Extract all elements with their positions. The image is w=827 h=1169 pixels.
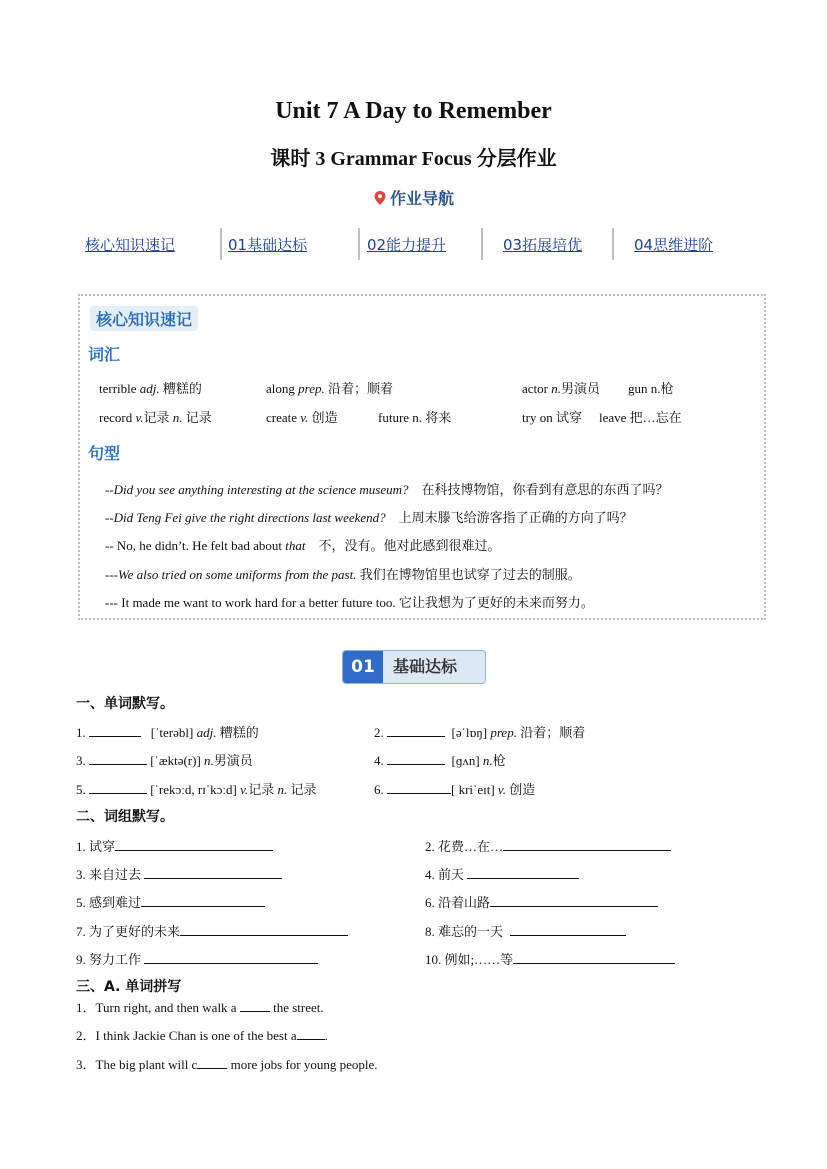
- answer-blank[interactable]: [387, 752, 445, 765]
- answer-blank[interactable]: [240, 999, 270, 1012]
- vocab-item: gun n.枪: [628, 381, 674, 396]
- answer-blank[interactable]: [89, 752, 147, 765]
- page-title: Unit 7 A Day to Remember: [275, 98, 552, 124]
- vocab-item: terrible adj. 糟糕的: [99, 381, 202, 396]
- vocab-item: create v. 创造: [266, 410, 338, 425]
- page-subtitle: 课时 3 Grammar Focus 分层作业: [270, 148, 557, 170]
- phrase-item: 4. 前天: [425, 864, 579, 883]
- nav-link-ability[interactable]: 02能力提升: [367, 236, 447, 254]
- word-item: 2. [əˈlɒŋ] prep. 沿着；顺着: [374, 725, 586, 740]
- nav-link-core-knowledge[interactable]: 核心知识速记: [85, 236, 176, 254]
- answer-blank[interactable]: [197, 1056, 227, 1069]
- section-label: 基础达标: [393, 657, 458, 676]
- part2-heading: 二、词组默写。: [76, 809, 174, 825]
- sentence-item: --Did you see anything interesting at the science museum? 在科技博物馆，你看到有意思的东西了吗？: [105, 482, 669, 497]
- section-number: 01: [343, 651, 383, 683]
- sentence-item: ---We also tried on some uniforms from the past. 我们在博物馆里也试穿了过去的制服。: [105, 567, 581, 582]
- phrase-item: 2. 花费…在…: [425, 836, 671, 855]
- spelling-item: 3．The big plant will c more jobs for young people.: [76, 1057, 378, 1072]
- answer-blank[interactable]: [89, 724, 141, 737]
- sentence-item: -- No, he didn’t. He felt bad about that 不，没有。他对此感到很难过。: [105, 538, 501, 553]
- answer-blank[interactable]: [467, 866, 579, 879]
- nav-link-thinking[interactable]: 04思维进阶: [634, 236, 714, 254]
- answer-blank[interactable]: [510, 923, 626, 936]
- phrase-item: 7. 为了更好的未来: [76, 921, 348, 940]
- phrase-item: 9. 努力工作: [76, 949, 318, 968]
- core-knowledge-title: 核心知识速记: [90, 306, 198, 331]
- answer-blank[interactable]: [89, 781, 147, 794]
- vocab-item: try on 试穿: [522, 410, 582, 425]
- word-item: 4. [ɡʌn] n.枪: [374, 753, 506, 768]
- sentence-heading: 句型: [88, 444, 121, 463]
- nav-heading-text: 作业导航: [389, 189, 454, 208]
- answer-blank[interactable]: [180, 923, 348, 936]
- vocab-item: along prep. 沿着；顺着: [266, 381, 394, 396]
- phrase-item: 10. 例如;……等: [425, 949, 675, 968]
- word-item: 6. [ kriˈeɪt] v. 创造: [374, 782, 536, 797]
- phrase-item: 5. 感到难过: [76, 892, 265, 911]
- vocab-heading: 词汇: [88, 345, 121, 364]
- answer-blank[interactable]: [490, 894, 658, 907]
- answer-blank[interactable]: [115, 838, 273, 851]
- vocab-item: record v.记录 n. 记录: [99, 410, 212, 425]
- nav-divider: [481, 228, 483, 260]
- word-item: 5. [ˈrekɔːd, rɪˈkɔːd] v.记录 n. 记录: [76, 782, 317, 797]
- answer-blank[interactable]: [503, 838, 671, 851]
- section-01-badge: [342, 650, 486, 684]
- vocab-item: future n. 将来: [378, 410, 452, 425]
- spelling-item: 2．I think Jackie Chan is one of the best a .: [76, 1028, 328, 1043]
- phrase-item: 8. 难忘的一天: [425, 921, 626, 940]
- answer-blank[interactable]: [513, 951, 675, 964]
- phrase-item: 6. 沿着山路: [425, 892, 658, 911]
- nav-link-basic[interactable]: 01基础达标: [228, 236, 308, 254]
- answer-blank[interactable]: [144, 951, 318, 964]
- word-item: 3. [ˈæktə(r)] n.男演员: [76, 753, 253, 768]
- nav-link-extension[interactable]: 03拓展培优: [503, 236, 583, 254]
- sentence-item: --Did Teng Fei give the right directions last weekend? 上周末滕飞给游客指了正确的方向了吗？: [105, 510, 633, 525]
- answer-blank[interactable]: [144, 866, 282, 879]
- phrase-item: 1. 试穿: [76, 836, 273, 855]
- part3-heading: 三、A. 单词拼写: [76, 979, 182, 995]
- vocab-item: actor n.男演员: [522, 381, 600, 396]
- location-pin-icon: [373, 191, 387, 205]
- answer-blank[interactable]: [297, 1027, 325, 1040]
- nav-divider: [612, 228, 614, 260]
- word-item: 1. [ˈterəbl] adj. 糟糕的: [76, 725, 259, 740]
- nav-divider: [220, 228, 222, 260]
- answer-blank[interactable]: [387, 724, 445, 737]
- vocab-item: leave 把…忘在: [599, 410, 682, 425]
- sentence-item: --- It made me want to work hard for a better future too. 它让我想为了更好的未来而努力。: [105, 595, 594, 610]
- phrase-item: 3. 来自过去: [76, 864, 282, 883]
- answer-blank[interactable]: [141, 894, 265, 907]
- answer-blank[interactable]: [387, 781, 451, 794]
- part1-heading: 一、单词默写。: [76, 696, 174, 712]
- spelling-item: 1．Turn right, and then walk a the street.: [76, 1000, 324, 1015]
- nav-divider: [358, 228, 360, 260]
- nav-heading: [0, 186, 827, 209]
